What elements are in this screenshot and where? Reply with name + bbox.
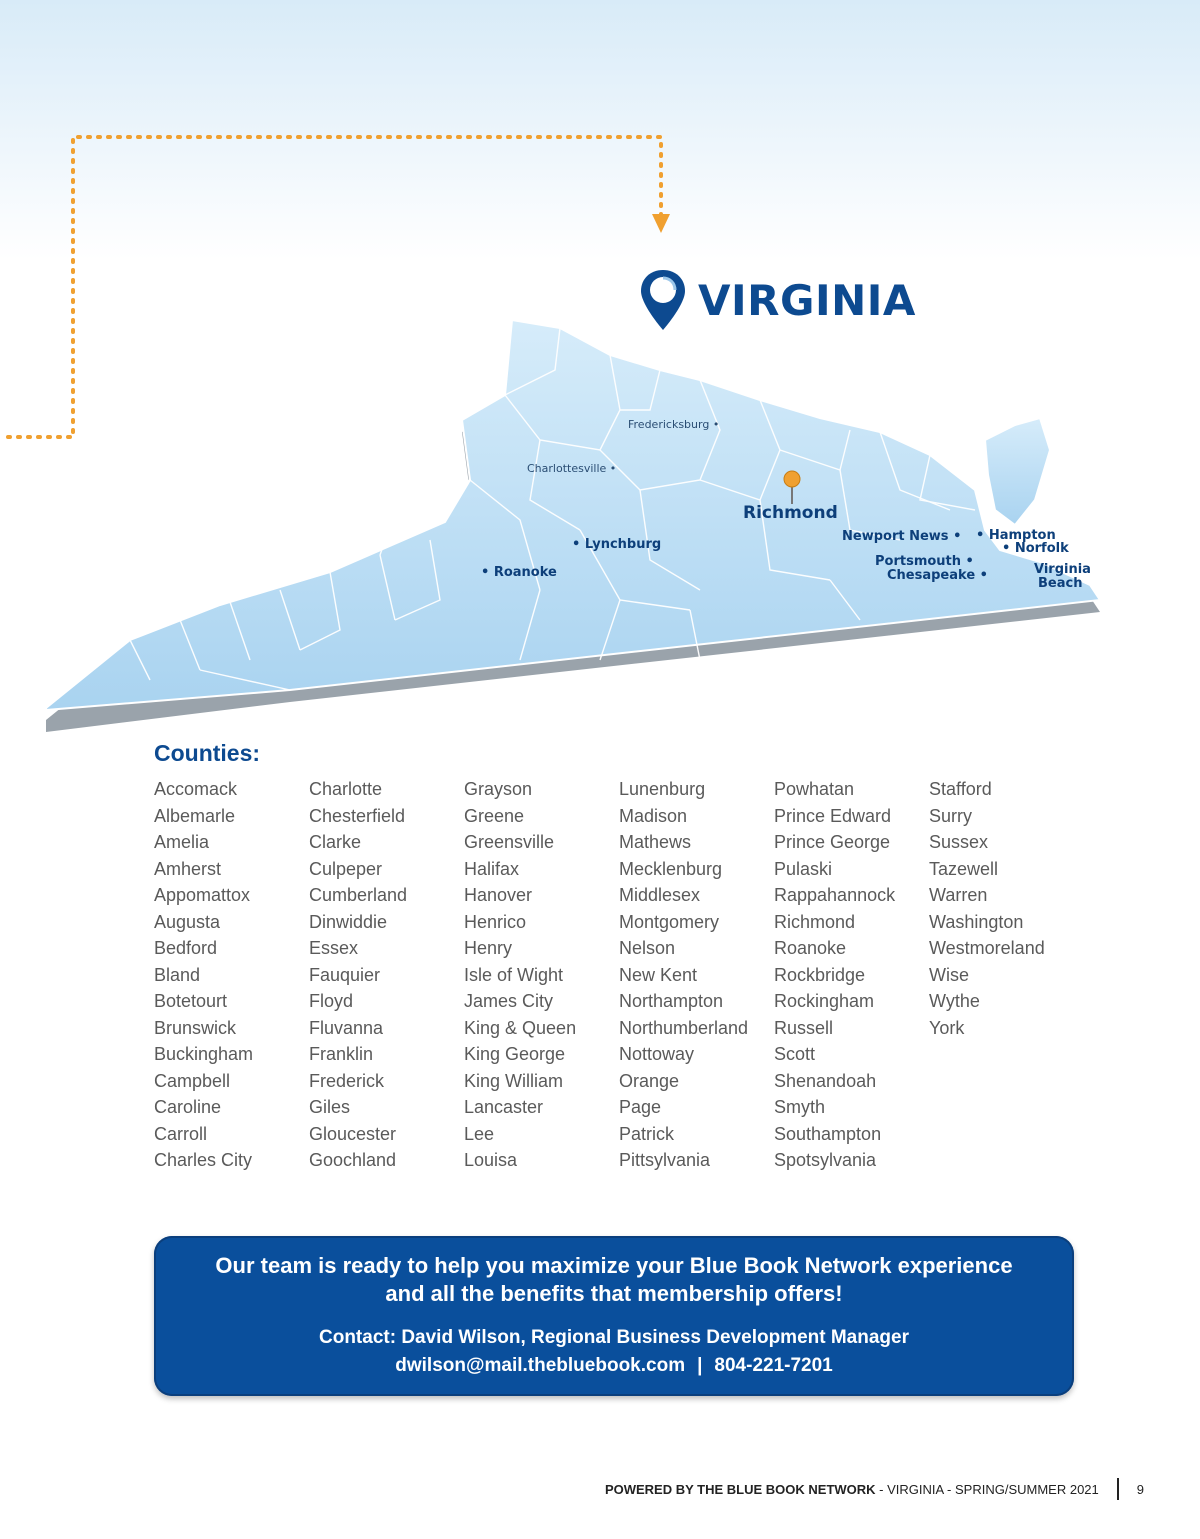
- county-item: Southampton: [774, 1123, 882, 1144]
- city-label: • Hampton: [976, 528, 1056, 543]
- county-item: Appomattox: [154, 885, 251, 905]
- county-item: Mathews: [619, 832, 692, 852]
- city-label: • Norfolk: [1002, 541, 1069, 556]
- contact-headline: [154, 1252, 1074, 1308]
- county-item: Halifax: [464, 858, 520, 879]
- county-item: Fauquier: [309, 964, 381, 985]
- county-item: Washington: [929, 911, 1024, 932]
- virginia-map-shape: [0, 300, 1200, 740]
- footer-brand: POWERED BY THE BLUE BOOK NETWORK: [604, 1481, 876, 1497]
- county-item: Powhatan: [774, 779, 855, 799]
- counties-heading: Counties:: [154, 740, 261, 766]
- county-item: Clarke: [309, 832, 362, 852]
- county-item: Dinwiddie: [309, 911, 388, 932]
- county-column: [929, 776, 1084, 1174]
- headline-line-1: Our team is ready to help you maximize your Blue Book Network experience: [215, 1253, 1013, 1278]
- county-item: New Kent: [619, 964, 698, 985]
- contact-email-link[interactable]: dwilson@mail.thebluebook.com: [395, 1355, 686, 1376]
- county-item: Accomack: [154, 779, 238, 799]
- county-item: Northampton: [619, 991, 724, 1011]
- county-item: Augusta: [154, 911, 221, 932]
- county-item: Floyd: [309, 991, 354, 1011]
- county-item: Nelson: [619, 938, 676, 958]
- county-item: Shenandoah: [774, 1070, 877, 1091]
- county-item: Mecklenburg: [619, 858, 723, 879]
- county-item: Middlesex: [619, 885, 701, 905]
- county-item: Caroline: [154, 1097, 222, 1117]
- county-item: Richmond: [774, 911, 856, 932]
- city-label: • Lynchburg: [572, 537, 662, 552]
- city-label: Charlottesville •: [527, 462, 617, 475]
- county-item: Fluvanna: [309, 1017, 384, 1038]
- city-label: Richmond: [743, 503, 838, 523]
- county-item: Isle of Wight: [464, 964, 564, 985]
- county-item: Charlotte: [309, 779, 383, 799]
- contact-phone-link[interactable]: 804-221-7201: [714, 1355, 833, 1376]
- county-item: Giles: [309, 1097, 351, 1117]
- county-item: Tazewell: [929, 858, 999, 879]
- county-item: Lunenburg: [619, 779, 706, 799]
- county-item: Pittsylvania: [619, 1150, 711, 1170]
- page-number: 9: [1136, 1481, 1144, 1497]
- county-item: King William: [464, 1070, 564, 1091]
- county-item: Greensville: [464, 832, 555, 852]
- city-label: Virginia: [1034, 562, 1091, 577]
- county-item: Lee: [464, 1123, 495, 1144]
- county-item: Essex: [309, 938, 359, 958]
- county-item: Henry: [464, 938, 513, 958]
- footer-divider: [1117, 1478, 1119, 1500]
- county-item: Bedford: [154, 938, 218, 958]
- county-item: Roanoke: [774, 938, 847, 958]
- city-label: Portsmouth •: [875, 554, 974, 569]
- contact-box: [154, 1236, 1074, 1396]
- county-item: Northumberland: [619, 1017, 749, 1038]
- separator: |: [697, 1355, 703, 1376]
- county-item: Wise: [929, 964, 969, 985]
- county-item: York: [929, 1017, 965, 1038]
- counties-list: [154, 776, 1084, 1174]
- footer-text: [605, 1482, 1099, 1497]
- county-item: Surry: [929, 805, 973, 826]
- eastern-shore: [985, 418, 1050, 525]
- county-column: [309, 776, 464, 1174]
- county-item: Stafford: [929, 779, 992, 799]
- state-land: [46, 320, 1100, 710]
- county-item: Montgomery: [619, 911, 720, 932]
- county-item: Frederick: [309, 1070, 385, 1091]
- county-item: Brunswick: [154, 1017, 237, 1038]
- county-item: Prince Edward: [774, 805, 892, 826]
- county-item: Greene: [464, 805, 525, 826]
- county-item: Bland: [154, 964, 201, 985]
- county-item: Buckingham: [154, 1044, 254, 1064]
- county-item: Grayson: [464, 779, 533, 799]
- county-column: [619, 776, 774, 1174]
- county-item: Campbell: [154, 1070, 231, 1091]
- county-item: Madison: [619, 805, 688, 826]
- county-item: Pulaski: [774, 858, 833, 879]
- arrow-down-icon: [652, 214, 670, 233]
- county-item: Spotsylvania: [774, 1150, 877, 1170]
- contact-info-line: [154, 1352, 1074, 1380]
- county-item: Cumberland: [309, 885, 408, 905]
- county-item: Lancaster: [464, 1097, 544, 1117]
- contact-details: [154, 1324, 1074, 1380]
- county-item: Patrick: [619, 1123, 675, 1144]
- city-label: Fredericksburg •: [628, 418, 720, 431]
- county-item: Rockbridge: [774, 964, 866, 985]
- county-item: King & Queen: [464, 1017, 577, 1038]
- county-item: King George: [464, 1044, 566, 1064]
- county-item: Russell: [774, 1017, 834, 1038]
- county-item: Gloucester: [309, 1123, 397, 1144]
- city-label: • Roanoke: [481, 565, 557, 580]
- city-label: Newport News •: [842, 529, 962, 544]
- county-item: Page: [619, 1097, 662, 1117]
- county-item: Chesterfield: [309, 805, 406, 826]
- county-item: Culpeper: [309, 858, 383, 879]
- county-item: Rockingham: [774, 991, 875, 1011]
- headline-line-2: and all the benefits that membership offers!: [385, 1281, 843, 1306]
- state-title: VIRGINIA: [698, 275, 916, 325]
- footer-edition: - VIRGINIA - SPRING/SUMMER 2021: [875, 1481, 1099, 1497]
- county-item: Warren: [929, 885, 988, 905]
- county-item: Sussex: [929, 832, 989, 852]
- county-item: Westmoreland: [929, 938, 1045, 958]
- county-column: [464, 776, 619, 1174]
- richmond-pin-icon: [782, 470, 802, 506]
- virginia-map: [0, 300, 1200, 740]
- county-item: Scott: [774, 1044, 816, 1064]
- county-item: Prince George: [774, 832, 891, 852]
- county-item: Nottoway: [619, 1044, 695, 1064]
- city-label: Chesapeake •: [887, 568, 988, 583]
- county-item: Rappahannock: [774, 885, 896, 905]
- county-item: Hanover: [464, 885, 533, 905]
- county-item: Amherst: [154, 858, 222, 879]
- county-column: [774, 776, 929, 1174]
- contact-name-line: Contact: David Wilson, Regional Business Development Manager: [319, 1327, 909, 1348]
- county-item: Carroll: [154, 1123, 208, 1144]
- county-item: Franklin: [309, 1044, 374, 1064]
- county-item: Henrico: [464, 911, 527, 932]
- county-item: Louisa: [464, 1150, 518, 1170]
- county-item: Wythe: [929, 991, 980, 1011]
- county-item: Amelia: [154, 832, 210, 852]
- county-item: Smyth: [774, 1097, 826, 1117]
- page-footer: [605, 1478, 1144, 1500]
- city-label: Beach: [1038, 576, 1083, 591]
- county-item: Albemarle: [154, 805, 236, 826]
- county-column: [154, 776, 309, 1174]
- county-item: Botetourt: [154, 991, 228, 1011]
- county-item: Goochland: [309, 1150, 397, 1170]
- county-item: James City: [464, 991, 554, 1011]
- county-item: Charles City: [154, 1150, 253, 1170]
- county-item: Orange: [619, 1070, 680, 1091]
